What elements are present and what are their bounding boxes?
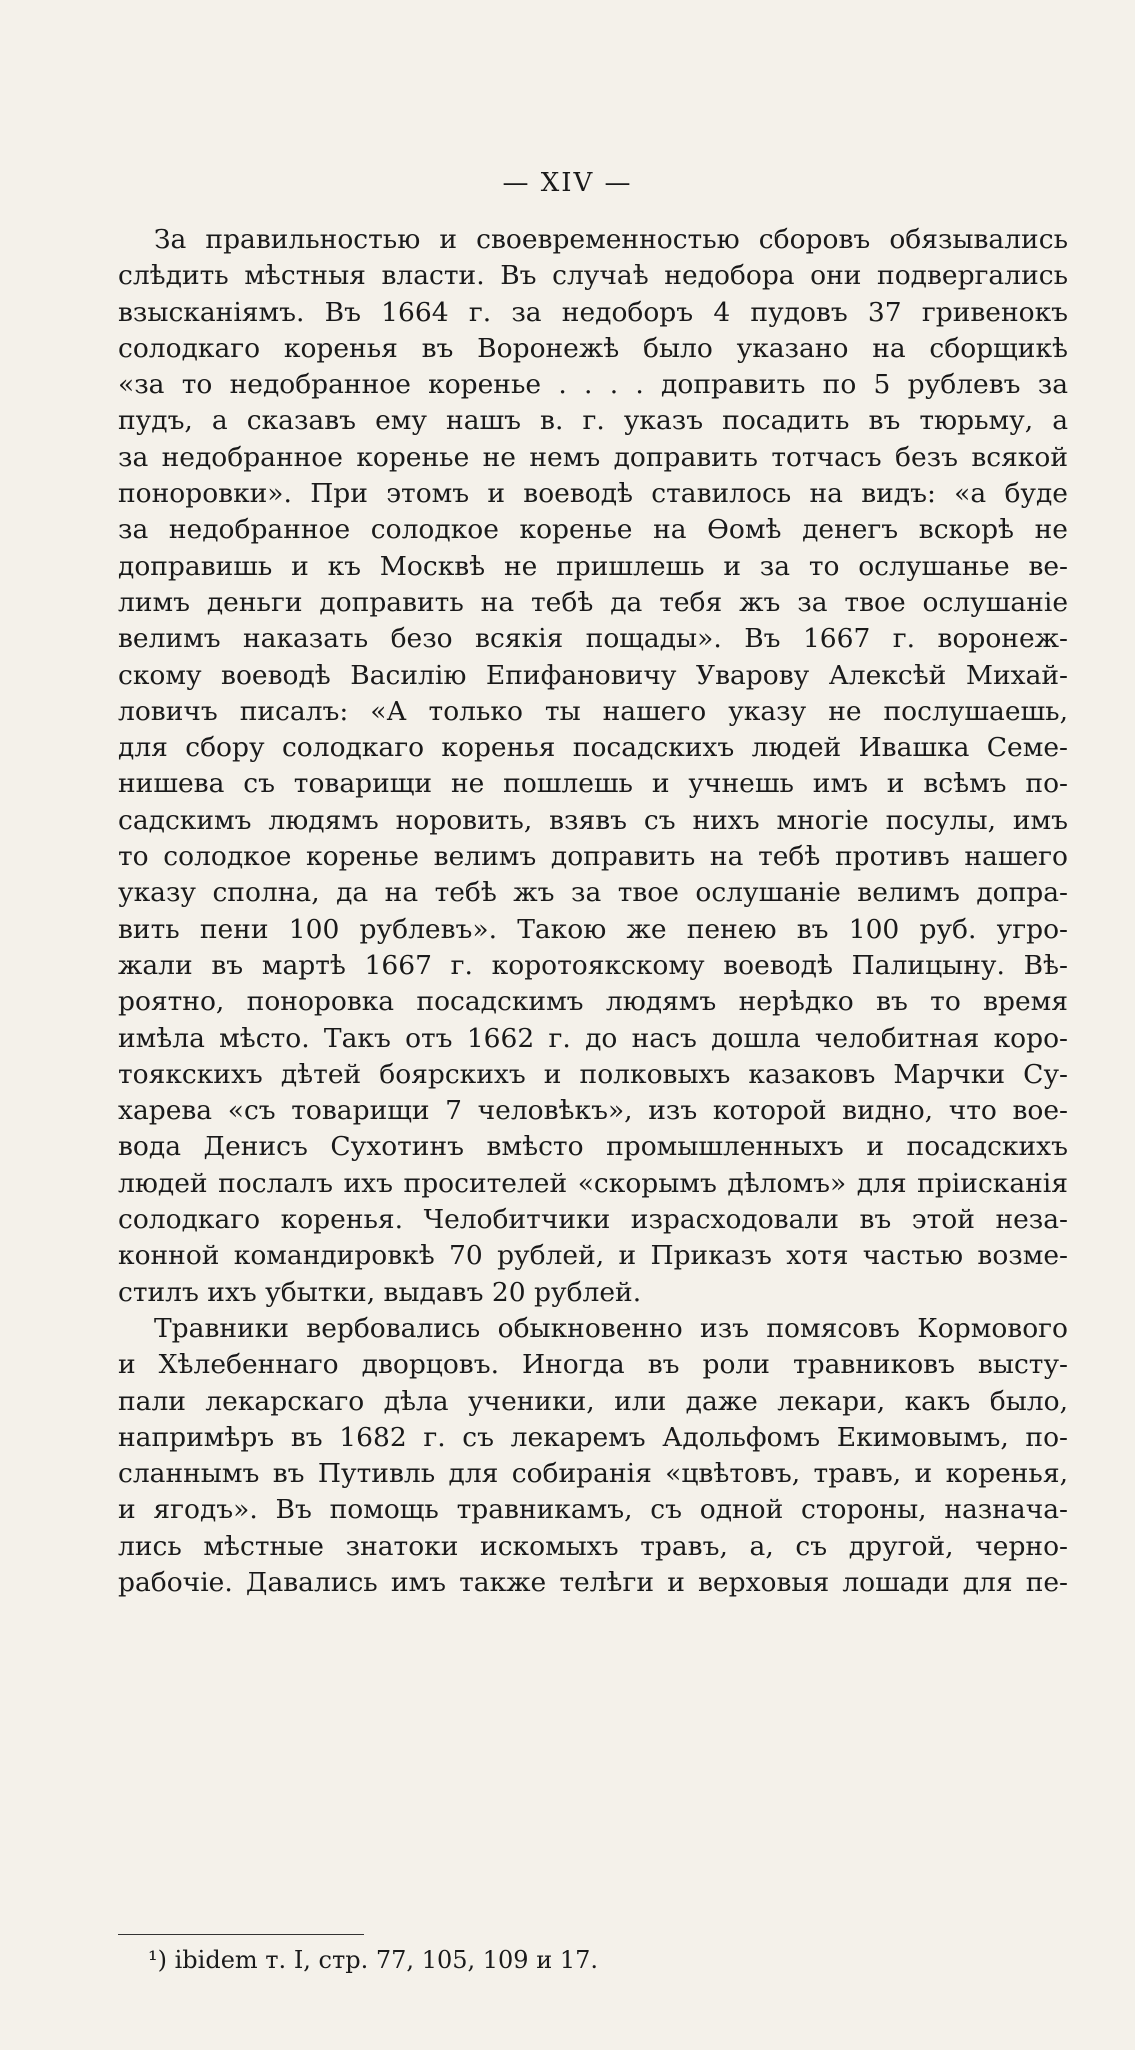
- text-line: лись мѣстные знатоки искомыхъ травъ, а, съ другой, черно-: [118, 1530, 1068, 1562]
- text-line: пудъ, а сказавъ ему нашъ в. г. указъ посадить въ тюрьму, а: [118, 405, 1068, 437]
- text-line: конной командировкѣ 70 рублей, и Приказъ хотя частью возме-: [118, 1240, 1068, 1272]
- text-line: солодкаго коренья въ Воронежѣ было указано на сборщикѣ: [118, 332, 1068, 364]
- text-line: и ягодъ». Въ помощь травникамъ, съ одной стороны, назнача-: [118, 1494, 1068, 1526]
- page-header: — XIV —: [502, 168, 633, 198]
- text-line: вить пени 100 рублевъ». Такою же пенею въ 100 руб. угро-: [118, 913, 1068, 945]
- text-line: пали лекарскаго дѣла ученики, или даже лекари, какъ было,: [118, 1385, 1068, 1417]
- text-line: тоякскихъ дѣтей боярскихъ и полковыхъ казаковъ Марчки Су-: [118, 1058, 1068, 1090]
- text-line: Травники вербовались обыкновенно изъ помясовъ Кормового: [154, 1312, 1068, 1344]
- text-line: вода Денисъ Сухотинъ вмѣсто промышленныхъ и посадскихъ: [118, 1131, 1068, 1163]
- text-line: ловичъ писалъ: «А только ты нашего указу не послушаешь,: [118, 695, 1068, 727]
- text-line: то солодкое коренье велимъ доправить на тебѣ противъ нашего: [118, 841, 1068, 873]
- text-line: садскимъ людямъ норовить, взявъ съ нихъ многiе посулы, имъ: [118, 804, 1068, 836]
- text-line: солодкаго коренья. Челобитчики израсходовали въ этой неза-: [118, 1204, 1068, 1236]
- text-line: имѣла мѣсто. Такъ отъ 1662 г. до насъ дошла челобитная коро-: [118, 1022, 1068, 1054]
- text-line: сланнымъ въ Путивль для собиранiя «цвѣтовъ, травъ, и коренья,: [118, 1458, 1068, 1490]
- text-line: нишева съ товарищи не пошлешь и учнешь имъ и всѣмъ по-: [118, 768, 1068, 800]
- text-line: указу сполна, да на тебѣ жъ за твое ослушанiе велимъ допра-: [118, 877, 1068, 909]
- paragraph: [118, 222, 1068, 1311]
- text-line: «за то недобранное коренье . . . . доправить по 5 рублевъ за: [118, 369, 1068, 401]
- text-line: слѣдить мѣстныя власти. Въ случаѣ недобора они подвергались: [118, 260, 1068, 292]
- text-line: для сбору солодкаго коренья посадскихъ людей Ивашка Семе-: [118, 732, 1068, 764]
- text-line: рабочiе. Давались имъ также телѣги и верховыя лошади для пе-: [118, 1566, 1068, 1598]
- paragraph: [118, 1311, 1068, 1601]
- text-line: лимъ деньги доправить на тебѣ да тебя жъ за твое ослушанiе: [118, 586, 1068, 618]
- text-line: взысканiямъ. Въ 1664 г. за недоборъ 4 пудовъ 37 гривенокъ: [118, 296, 1068, 328]
- text-line: за недобранное коренье не немъ доправить тотчасъ безъ всякой: [118, 441, 1068, 473]
- text-line: напримѣръ въ 1682 г. съ лекаремъ Адольфомъ Екимовымъ, по-: [118, 1421, 1068, 1453]
- text-line: скому воеводѣ Василiю Епифановичу Уварову Алексѣй Михай-: [118, 659, 1068, 691]
- text-line: доправишь и къ Москвѣ не пришлешь и за то ослушанье ве-: [118, 550, 1068, 582]
- text-line: стилъ ихъ убытки, выдавъ 20 рублей.: [118, 1276, 642, 1308]
- text-line: роятно, поноровка посадскимъ людямъ нерѣдко въ то время: [118, 986, 1068, 1018]
- text-line: людей послалъ ихъ просителей «скорымъ дѣломъ» для прiисканiя: [118, 1167, 1068, 1199]
- text-line: жали въ мартѣ 1667 г. коротоякскому воеводѣ Палицыну. Вѣ-: [118, 949, 1068, 981]
- text-line: За правильностью и своевременностью сборовъ обязывались: [154, 224, 1068, 255]
- text-line: и Хѣлебеннаго дворцовъ. Иногда въ роли травниковъ высту-: [118, 1349, 1068, 1381]
- footnote: ¹) ibidem т. I, стр. 77, 105, 109 и 17.: [148, 1946, 598, 1974]
- text-line: харева «съ товарищи 7 человѣкъ», изъ которой видно, что вое-: [118, 1095, 1068, 1127]
- text-line: велимъ наказать безо всякiя пощады». Въ 1667 г. воронеж-: [118, 623, 1068, 655]
- text-line: поноровки». При этомъ и воеводѣ ставилось на видъ: «а буде: [118, 478, 1068, 510]
- text-line: за недобранное солодкое коренье на Ѳомѣ денегъ вскорѣ не: [118, 514, 1068, 546]
- footnote-divider: [118, 1934, 364, 1935]
- page-body: [118, 222, 1068, 1601]
